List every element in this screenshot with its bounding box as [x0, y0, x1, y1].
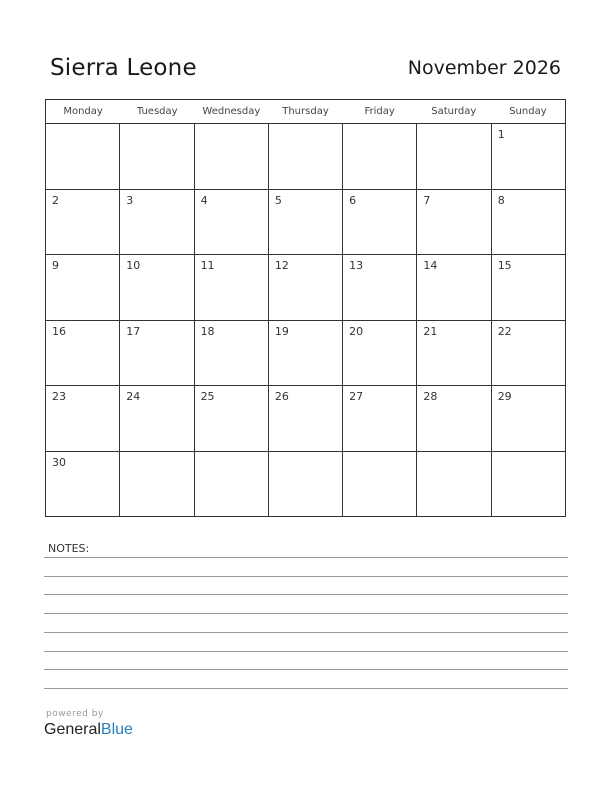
day-cell: [46, 386, 120, 451]
day-number: 2: [52, 193, 59, 207]
day-cell: [343, 255, 417, 320]
day-cell: [492, 321, 565, 386]
note-line: [44, 688, 568, 689]
weekday-sunday: Sunday: [509, 106, 547, 117]
day-number: 8: [497, 193, 505, 207]
day-cell: [120, 386, 194, 451]
note-line: [44, 576, 568, 577]
day-cell: [417, 321, 491, 386]
day-cell: [195, 124, 269, 189]
note-line: [44, 557, 568, 558]
day-number: 23: [52, 390, 66, 403]
day-cell: [492, 386, 565, 451]
brand-blue-text: Blue: [100, 721, 133, 738]
day-cell: [492, 452, 565, 518]
day-cell: [195, 255, 269, 320]
weekday-tuesday: Tuesday: [136, 106, 178, 117]
day-number: 4: [200, 193, 208, 207]
day-cell: [195, 452, 269, 518]
powered-by-text: powered by: [46, 709, 104, 719]
day-number: 29: [497, 390, 512, 403]
day-number: 18: [200, 324, 215, 338]
calendar-grid: [45, 99, 566, 517]
day-number: 21: [423, 324, 438, 338]
day-number: 17: [126, 324, 141, 338]
day-number: 11: [200, 259, 215, 272]
generalblue-logo[interactable]: [44, 721, 133, 739]
note-line: [44, 594, 568, 595]
day-cell: [195, 386, 269, 451]
country-title: Sierra Leone: [50, 55, 197, 81]
day-cell: [120, 190, 194, 255]
day-cell: [417, 386, 491, 451]
day-cell: [343, 386, 417, 451]
day-cell: [417, 452, 491, 518]
day-cell: [46, 321, 120, 386]
day-cell: [120, 452, 194, 518]
day-number: 12: [274, 259, 289, 272]
day-cell: [120, 124, 194, 189]
day-cell: [492, 190, 565, 255]
day-cell: [46, 452, 120, 518]
day-cell: [343, 321, 417, 386]
notes-label: NOTES:: [48, 542, 90, 555]
day-cell: [343, 124, 417, 189]
day-number: 1: [497, 128, 505, 141]
day-cell: [492, 255, 565, 320]
day-cell: [195, 190, 269, 255]
day-cell: [195, 321, 269, 386]
weekday-thursday: Thursday: [282, 106, 329, 117]
day-number: 26: [274, 390, 289, 403]
weekday-friday: Friday: [364, 106, 395, 117]
note-line: [44, 632, 568, 633]
note-line: [44, 651, 568, 652]
day-cell: [417, 255, 491, 320]
day-number: 24: [126, 390, 141, 403]
day-number: 20: [349, 324, 364, 338]
day-number: 5: [274, 193, 282, 207]
day-cell: [269, 386, 343, 451]
day-cell: [269, 255, 343, 320]
weekday-wednesday: Wednesday: [202, 106, 261, 117]
day-number: 3: [126, 193, 134, 207]
day-number: 27: [349, 390, 364, 403]
day-cell: [120, 255, 194, 320]
day-cell: [343, 452, 417, 518]
weekday-monday: Monday: [63, 106, 103, 117]
note-line: [44, 669, 568, 670]
week-row-1: [46, 124, 565, 190]
day-cell: [269, 321, 343, 386]
week-row-6: [46, 452, 565, 518]
weekday-saturday: Saturday: [431, 106, 477, 117]
day-cell: [343, 190, 417, 255]
weekday-header-row: [46, 100, 565, 124]
day-number: 9: [52, 259, 59, 272]
day-cell: [417, 124, 491, 189]
brand-general-text: General: [44, 721, 101, 738]
day-number: 28: [423, 390, 438, 403]
day-cell: [269, 190, 343, 255]
week-row-2: [46, 190, 565, 256]
day-cell: [417, 190, 491, 255]
day-number: 10: [126, 259, 141, 272]
week-row-4: [46, 321, 565, 387]
week-row-5: [46, 386, 565, 452]
day-cell: [46, 190, 120, 255]
day-cell: [46, 124, 120, 189]
day-number: 6: [349, 193, 357, 207]
day-cell: [120, 321, 194, 386]
day-number: 13: [349, 259, 364, 272]
day-cell: [269, 452, 343, 518]
day-number: 7: [423, 193, 431, 207]
day-number: 25: [200, 390, 215, 403]
note-line: [44, 613, 568, 614]
week-row-3: [46, 255, 565, 321]
day-number: 30: [52, 455, 66, 469]
day-number: 15: [497, 259, 512, 272]
day-cell: [492, 124, 565, 189]
day-number: 22: [497, 324, 512, 338]
day-number: 19: [274, 324, 289, 338]
day-cell: [269, 124, 343, 189]
day-cell: [46, 255, 120, 320]
day-number: 14: [423, 259, 438, 272]
month-year-title: November 2026: [407, 57, 561, 79]
day-number: 16: [52, 324, 66, 338]
